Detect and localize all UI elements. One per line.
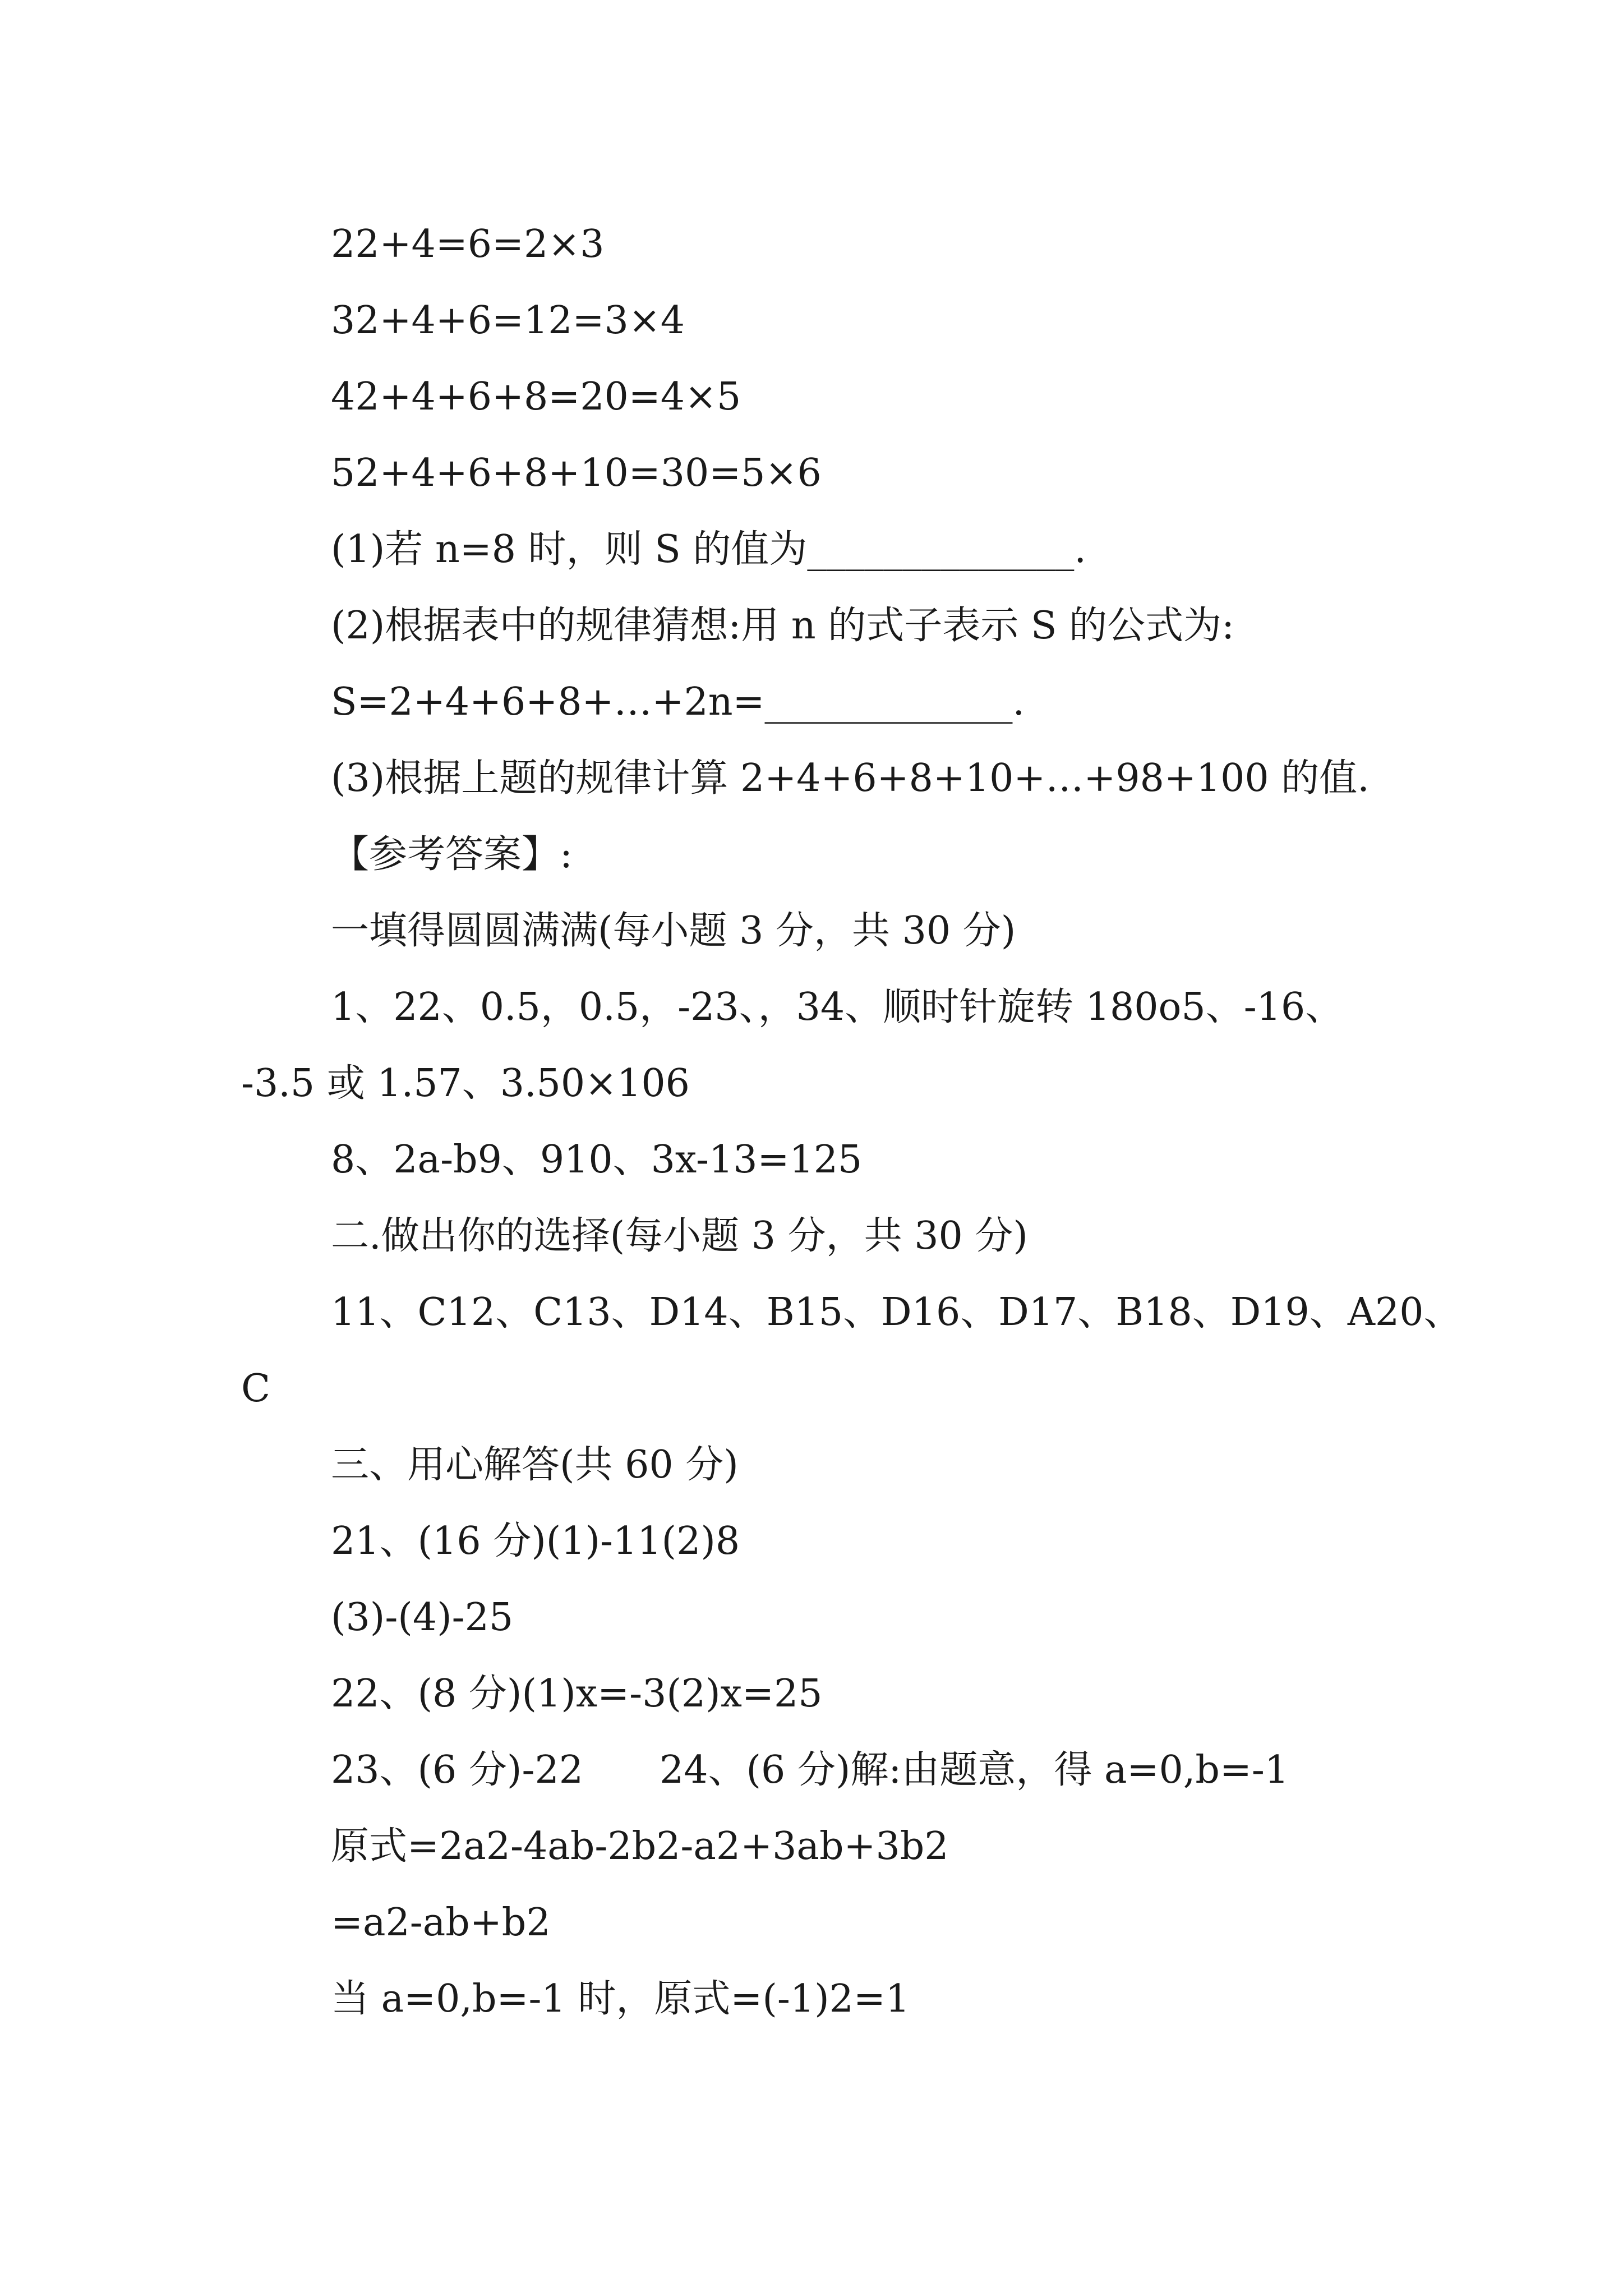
answer-24-step-1: 原式=2a2-4ab-2b2-a2+3ab+3b2 (331, 1824, 949, 1869)
section-2-heading: 二.做出你的选择(每小题 3 分，共 30 分) (331, 1214, 1028, 1258)
section-2-answers-cont: C (241, 1366, 271, 1411)
section-3-heading: 三、用心解答(共 60 分) (331, 1443, 739, 1487)
answer-22: 22、(8 分)(1)x=-3(2)x=25 (331, 1672, 823, 1716)
question-1: (1)若 n=8 时，则 S 的值为______________. (331, 527, 1087, 572)
question-2: (2)根据表中的规律猜想:用 n 的式子表示 S 的公式为: (331, 604, 1234, 648)
answer-24-step-2: =a2-ab+b2 (331, 1901, 551, 1945)
text-line-1: 22+4=6=2×3 (331, 222, 605, 266)
section-1-answers: 1、22、0.5，0.5，-23、，34、顺时针旋转 180o5、-16、 (331, 985, 1344, 1029)
answer-23-24: 23、(6 分)-22 24、(6 分)解:由题意，得 a=0,b=-1 (331, 1748, 1289, 1792)
question-3: (3)根据上题的规律计算 2+4+6+8+10+…+98+100 的值. (331, 756, 1370, 800)
section-1-answers-cont: -3.5 或 1.57、3.50×106 (241, 1061, 690, 1106)
text-line-2: 32+4+6=12=3×4 (331, 298, 685, 343)
answer-heading: 【参考答案】: (331, 832, 573, 877)
answer-24-step-3: 当 a=0,b=-1 时，原式=(-1)2=1 (331, 1977, 910, 2021)
section-2-answers: 11、C12、C13、D14、B15、D16、D17、B18、D19、A20、 (331, 1290, 1462, 1335)
section-1-heading: 一填得圆圆满满(每小题 3 分，共 30 分) (331, 909, 1016, 953)
answer-21: 21、(16 分)(1)-11(2)8 (331, 1519, 740, 1563)
text-line-3: 42+4+6+8=20=4×5 (331, 375, 741, 419)
text-line-4: 52+4+6+8+10=30=5×6 (331, 451, 822, 495)
formula-line: S=2+4+6+8+…+2n=_____________. (331, 680, 1025, 724)
answer-21-cont: (3)-(4)-25 (331, 1595, 514, 1640)
section-1-answers-2: 8、2a-b9、910、3x-13=125 (331, 1138, 863, 1182)
